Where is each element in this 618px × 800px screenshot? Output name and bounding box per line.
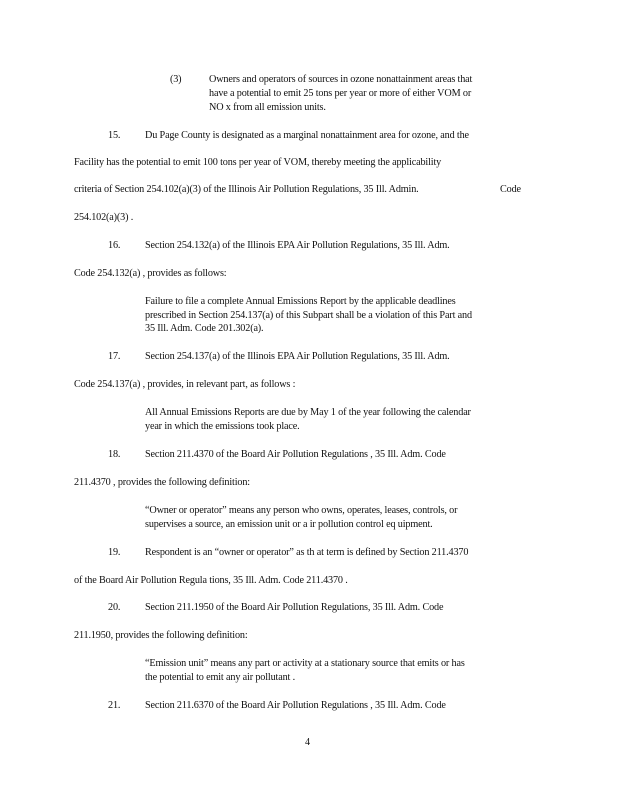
paragraph-number: 18. (108, 449, 121, 460)
paragraph-number: 17. (108, 351, 121, 362)
block-quote-line: “Owner or operator” means any person who owns, operates, leases, controls, or (145, 505, 458, 516)
paragraph-line: Respondent is an “owner or operator” as th at term is defined by Section 211.4370 (145, 547, 469, 558)
paragraph-number: 15. (108, 130, 121, 141)
paragraph-line: Section 254.137(a) of the Illinois EPA Air Pollution Regulations, 35 Ill. Adm. (145, 351, 450, 362)
paragraph-line: 254.102(a)(3) . (74, 212, 134, 223)
paragraph-line: Du Page County is designated as a marginal nonattainment area for ozone, and the (145, 130, 469, 141)
block-quote-line: 35 Ill. Adm. Code 201.302(a). (145, 323, 264, 334)
block-quote-line: “Emission unit” means any part or activity at a stationary source that emits or has (145, 658, 465, 669)
paragraph-number: 16. (108, 240, 121, 251)
block-quote-line: supervises a source, an emission unit or a ir pollution control eq uipment. (145, 519, 433, 530)
paragraph-number: 20. (108, 602, 121, 613)
subsection-text-line: Owners and operators of sources in ozone nonattainment areas that (209, 74, 473, 85)
page-number: 4 (305, 737, 310, 748)
paragraph-line: Code 254.137(a) , provides, in relevant part, as follows : (74, 379, 296, 390)
paragraph-line: Facility has the potential to emit 100 tons per year of VOM, thereby meeting the applicability (74, 157, 442, 168)
paragraph-line: 211.1950, provides the following definition: (74, 630, 248, 641)
subsection-text-line: have a potential to emit 25 tons per year or more of either VOM or (209, 88, 472, 99)
subsection-text-line: NO x from all emission units. (209, 102, 326, 113)
paragraph-line: 211.4370 , provides the following definition: (74, 477, 250, 488)
paragraph-line: Section 211.4370 of the Board Air Pollution Regulations , 35 Ill. Adm. Code (145, 449, 446, 460)
paragraph-number: 21. (108, 700, 121, 711)
block-quote-line: All Annual Emissions Reports are due by May 1 of the year following the calendar (145, 407, 471, 418)
paragraph-line: Section 211.6370 of the Board Air Pollution Regulations , 35 Ill. Adm. Code (145, 700, 446, 711)
paragraph-number: 19. (108, 547, 121, 558)
paragraph-line: Code 254.132(a) , provides as follows: (74, 268, 227, 279)
paragraph-line: Section 211.1950 of the Board Air Pollution Regulations, 35 Ill. Adm. Code (145, 602, 444, 613)
block-quote-line: year in which the emissions took place. (145, 421, 300, 432)
block-quote-line: Failure to file a complete Annual Emissions Report by the applicable deadlines (145, 296, 456, 307)
paragraph-line: criteria of Section 254.102(a)(3) of the Illinois Air Pollution Regulations, 35 Ill. Admin. (74, 184, 419, 195)
paragraph-line: Code (500, 184, 521, 195)
paragraph-line: Section 254.132(a) of the Illinois EPA Air Pollution Regulations, 35 Ill. Adm. (145, 240, 450, 251)
block-quote-line: prescribed in Section 254.137(a) of this Subpart shall be a violation of this Part and (145, 310, 472, 321)
paragraph-line: of the Board Air Pollution Regula tions, 35 Ill. Adm. Code 211.4370 . (74, 575, 348, 586)
subsection-number: (3) (170, 74, 182, 85)
block-quote-line: the potential to emit any air pollutant . (145, 672, 296, 683)
